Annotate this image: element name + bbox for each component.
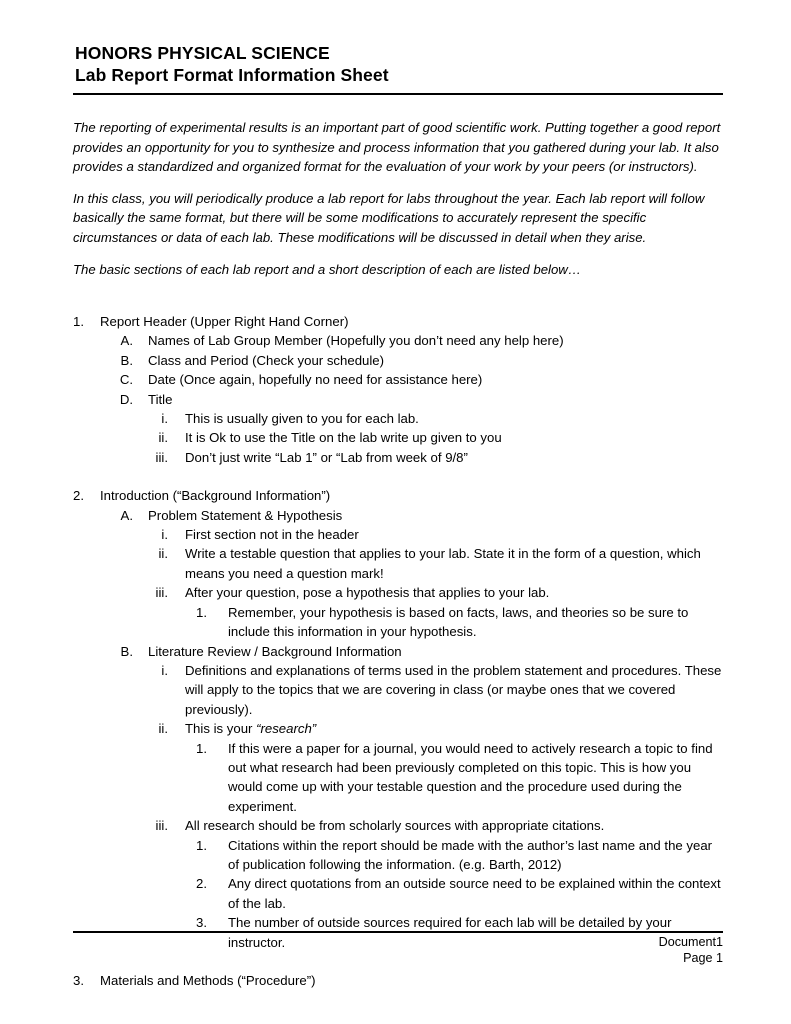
header-divider bbox=[73, 93, 723, 95]
outline-text: Class and Period (Check your schedule) bbox=[148, 352, 385, 368]
outline-marker: ii. bbox=[158, 546, 168, 562]
outline-marker: D. bbox=[119, 391, 133, 407]
outline-text: Report Header (Upper Right Hand Corner) bbox=[100, 314, 349, 329]
outline-item-2b-iii-1 bbox=[73, 836, 725, 875]
intro-paragraph-3: The basic sections of each lab report and a short description of each are listed below… bbox=[73, 261, 582, 277]
outline-item-2 bbox=[73, 486, 725, 505]
footer-page-number: Page 1 bbox=[683, 951, 723, 966]
outline-item-1d bbox=[73, 390, 725, 409]
outline-text: Date (Once again, hopefully no need for assistance here) bbox=[148, 372, 483, 388]
outline-text: Write a testable question that applies to your lab. State it in the form of a question, which means you need a question mark! bbox=[185, 546, 701, 581]
outline-marker: iii. bbox=[155, 449, 168, 465]
outline-text: After your question, pose a hypothesis that applies to your lab. bbox=[185, 585, 550, 601]
outline-text: Remember, your hypothesis is based on facts, laws, and theories so be sure to include this information in your hypothesis. bbox=[228, 604, 689, 640]
document-footer bbox=[73, 934, 723, 967]
outline-marker: 2. bbox=[73, 488, 84, 504]
outline-marker: B. bbox=[120, 643, 133, 659]
outline-text: If this were a paper for a journal, you would need to actively research a topic to find out what research had been previously completed on this topic. This is how you would come up with your testable question and the procedure used during the experiment. bbox=[228, 740, 713, 814]
outline-item-1d-iii bbox=[73, 448, 725, 467]
outline-marker: iii. bbox=[155, 585, 168, 601]
outline-text: Problem Statement & Hypothesis bbox=[148, 507, 343, 523]
page-title-line-1: HONORS PHYSICAL SCIENCE bbox=[75, 43, 330, 63]
outline-text-italic: “research” bbox=[256, 721, 317, 737]
outline-item-1a bbox=[73, 331, 725, 350]
outline-marker: B. bbox=[120, 352, 133, 368]
outline-item-1b bbox=[73, 351, 725, 370]
outline-item-2a-i bbox=[73, 525, 725, 544]
outline-item-2b-ii-1 bbox=[73, 739, 725, 817]
outline-marker: ii. bbox=[158, 430, 168, 446]
outline-marker: C. bbox=[119, 372, 133, 388]
outline-text: Names of Lab Group Member (Hopefully you don’t need any help here) bbox=[148, 333, 564, 349]
outline-marker: i. bbox=[161, 662, 168, 678]
page-title-line-2: Lab Report Format Information Sheet bbox=[75, 65, 389, 85]
intro-section bbox=[73, 118, 725, 279]
outline-item-1c bbox=[73, 370, 725, 389]
outline-item-2b-iii bbox=[73, 816, 725, 835]
outline-item-3 bbox=[73, 971, 725, 990]
outline-item-1 bbox=[73, 312, 725, 331]
outline-item-2b-i bbox=[73, 661, 725, 719]
outline-marker: 1. bbox=[196, 740, 207, 756]
outline-text-plain: This is your bbox=[185, 721, 257, 737]
outline-marker: 3. bbox=[196, 915, 207, 931]
outline-item-2a-ii bbox=[73, 544, 725, 583]
outline-text: This is usually given to you for each lab. bbox=[185, 411, 419, 427]
footer-divider bbox=[73, 931, 723, 933]
outline-item-1d-ii bbox=[73, 428, 725, 447]
outline-marker: i. bbox=[161, 527, 168, 543]
outline-item-2b-ii bbox=[73, 719, 725, 738]
outline-marker: 3. bbox=[73, 973, 84, 988]
outline-text: Materials and Methods (“Procedure”) bbox=[100, 973, 316, 988]
outline-text: Don’t just write “Lab 1” or “Lab from week of 9/8” bbox=[185, 449, 468, 465]
outline-text: First section not in the header bbox=[185, 527, 359, 543]
outline-marker: 1. bbox=[196, 837, 207, 853]
outline-marker: i. bbox=[161, 411, 168, 427]
document-header bbox=[75, 42, 723, 86]
footer-document-name: Document1 bbox=[658, 935, 723, 949]
intro-paragraph-1: The reporting of experimental results is an important part of good scientific work. Putting together a good report provides an opportunity for you to synthesize and process information that you gathered during your lab. It also provides a standardized and organized format for the evaluation of your work by your peers (or instructors). bbox=[73, 120, 721, 175]
outline-text: All research should be from scholarly sources with appropriate citations. bbox=[185, 818, 605, 834]
outline-marker: 1. bbox=[196, 604, 207, 620]
outline-text: Definitions and explanations of terms used in the problem statement and procedures. These will apply to the topics that we are covering in class (or maybe ones that we covered previously). bbox=[185, 662, 722, 717]
outline-text: Introduction (“Background Information”) bbox=[100, 488, 331, 504]
outline-marker: 1. bbox=[73, 314, 84, 329]
outline-item-2b-iii-2 bbox=[73, 874, 725, 913]
outline-list bbox=[73, 312, 725, 990]
outline-text bbox=[185, 719, 725, 738]
outline-item-2a-iii-1 bbox=[73, 603, 725, 642]
outline-text: Any direct quotations from an outside source need to be explained within the context of the lab. bbox=[228, 876, 721, 911]
outline-text: It is Ok to use the Title on the lab write up given to you bbox=[185, 430, 502, 446]
outline-marker: ii. bbox=[158, 721, 168, 737]
intro-paragraph-2: In this class, you will periodically produce a lab report for labs throughout the year. Each lab report will follow basically the same format, but there will be some modifications to accurately represent the specific circumstances or data of each lab. These modifications will be discussed in detail when they arise. bbox=[73, 190, 705, 245]
outline-item-2a bbox=[73, 506, 725, 525]
outline-marker: A. bbox=[120, 333, 133, 349]
outline-text: The number of outside sources required for each lab will be detailed by your instructor. bbox=[228, 915, 672, 950]
outline-item-1d-i bbox=[73, 409, 725, 428]
outline-marker: iii. bbox=[155, 818, 168, 834]
outline-text: Title bbox=[148, 391, 173, 407]
outline-text: Literature Review / Background Information bbox=[148, 643, 402, 659]
outline-text: Citations within the report should be made with the author’s last name and the year of publication following the information. (e.g. Barth, 2012) bbox=[228, 837, 713, 872]
outline-marker: 2. bbox=[196, 876, 207, 892]
outline-item-2b bbox=[73, 642, 725, 661]
outline-item-2a-iii bbox=[73, 583, 725, 602]
outline-marker: A. bbox=[120, 507, 133, 523]
